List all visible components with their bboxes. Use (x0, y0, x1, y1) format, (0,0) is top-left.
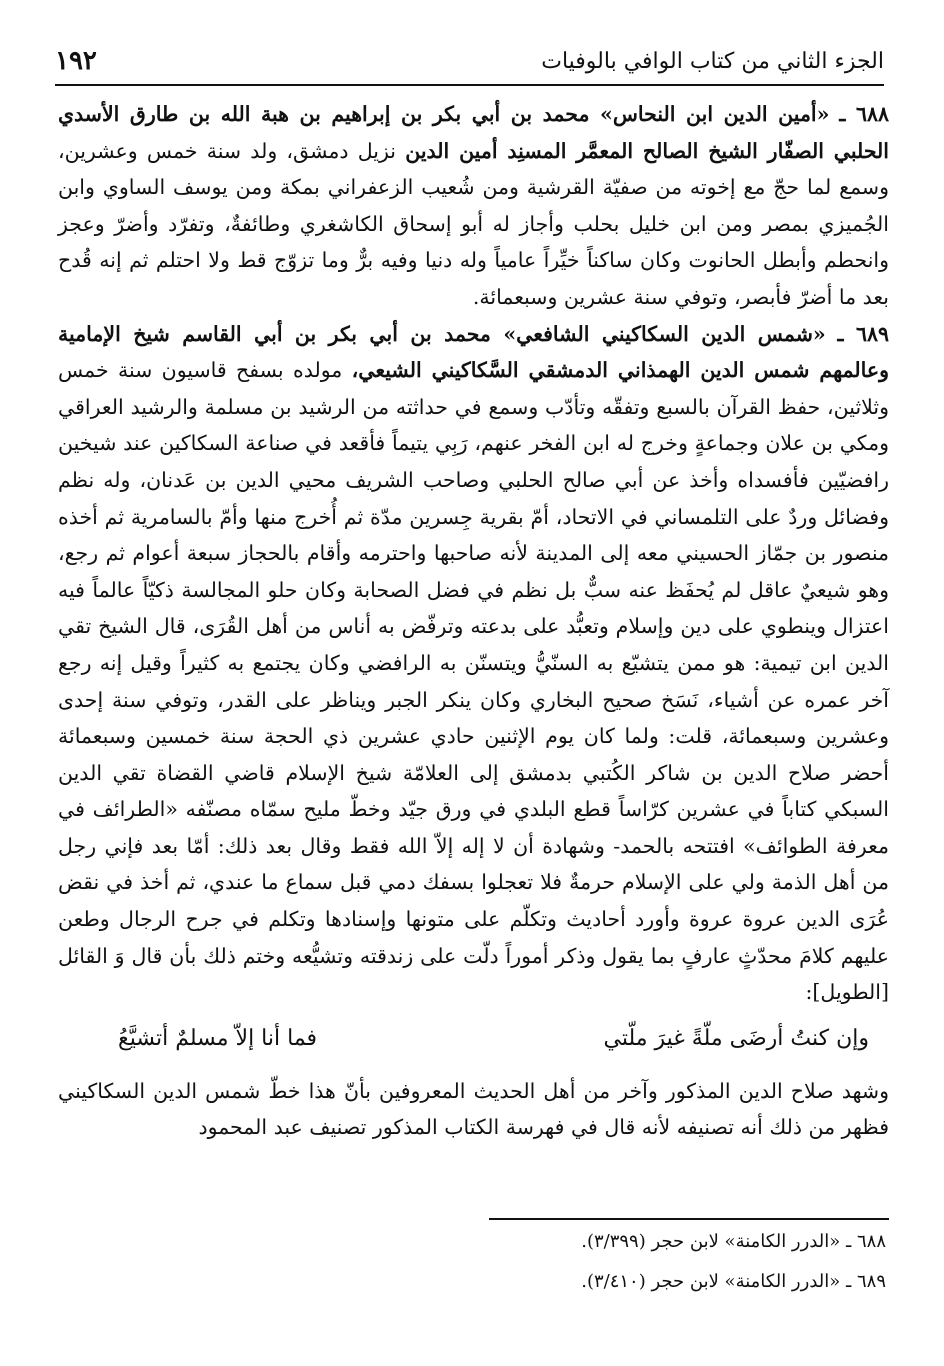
footnote-688: ٦٨٨ ـ «الدرر الكامنة» لابن حجر (٣/٣٩٩). (581, 1231, 886, 1252)
entry-title: «أمين الدين ابن النحاس» محمد بن أبي بكر بن إبراهيم بن هبة الله بن طارق الأسدي الحلبي الصفّار الشيخ الصالح المعمَّر المسنِد أمين الدين (58, 102, 889, 163)
entry-body: مولده بسفح قاسيون سنة خمس وثلاثين، حفظ القرآن بالسبع وتفقّه وتأدّب وسمع في حداثته من الرشيد بن مسلمة والرشيد العراقي ومكي بن علان وجماعةٍ وخرج له ابن الفخر عنهم، رَبِي يتيماً فأقعد في صناعة السكاكين عند شيخين رافضيّين فأفسداه وأخذ عن أبي صالح الحلبي وصاحب الشريف محيي الدين بن عَدنان، وله نظم وفضائل وردٌ على التلمساني في الاتحاد، أمّ بقرية جِسرين مدّة ثم أُخرج منها وأمّ بالسامرية ثم أخذه منصور بن جمّاز الحسيني معه إلى المدينة لأنه صاحبها واحترمه وأقام بالحجاز سبعة أعوام ثم رجع، وهو شيعيٌ عاقل لم يُحفَظ عنه سبٌّ بل نظم في فضل الصحابة وكان حلو المجالسة ذكيّاً عالماً فيه اعتزال وينطوي على دين وإسلام وتعبُّد على بدعته وترفّض به أناس من أهل القُرَى، قال الشيخ تقي الدين ابن تيمية: هو ممن يتشيّع به السنّيُّ ويتسنّن به الرافضي وكان يجتمع به كثيراً وقيل إنه رجع آخر عمره عن أشياء، نَسَخ صحيح البخاري وكان ينكر الجبر ويناظر على القدر، وتوفي سنة إحدى وعشرين وسبعمائة، قلت: ولما كان يوم الإثنين حادي عشرين ذي الحجة سنة خمسين وسبعمائة أحضر صلاح الدين بن شاكر الكُتبي بدمشق إلى العلامّة شيخ الإسلام قاضي القضاة تقي الدين السبكي كتاباً في عشرين كرّاساً قطع البلدي في ورق جيّد وخطّ مليح سمّاه مصنّفه «الطرائف في معرفة الطوائف» افتتحه بالحمد- وشهادة أن لا إله إلاّ الله فقط وقال بعد ذلك: أمّا بعد فإني رجل من أهل الذمة ولي على الإسلام حرمةٌ فلا تعجلوا بسفك دمي قبل سماع ما عندي، ثم أخذ في نقض عُرَى الدين عروة عروة وأورد أحاديث وتكلّم على متونها وإسنادها وتكلم في جرح الرجال وطعن عليهم كلامَ محدّثٍ عارفٍ بما يقول وذكر أموراً دلّت على زندقته وتشيُّعه وختم ذلك بأن قال وَ القائل [الطويل]: (58, 358, 889, 1005)
entry-688 (58, 96, 889, 316)
footnote-689: ٦٨٩ ـ «الدرر الكامنة» لابن حجر (٣/٤١٠). (581, 1271, 886, 1292)
entry-number: ٦٨٩ ـ (837, 321, 889, 346)
poetry-verse (58, 1011, 889, 1073)
page-number: ١٩٢ (55, 46, 97, 76)
verse-second-hemistich: فما أنا إلاّ مسلمٌ أتشيَّعُ (118, 1025, 318, 1051)
entry-title: «شمس الدين السكاكيني الشافعي» محمد بن أبي بكر بن أبي القاسم شيخ الإمامية وعالمهم شمس الدين الهمذاني الدمشقي السَّكاكيني الشيعي، (58, 321, 889, 383)
page-header (55, 38, 884, 84)
entry-number: ٦٨٨ ـ (839, 102, 889, 126)
header-divider (55, 84, 884, 86)
verse-first-hemistich: وإن كنتُ أرضَى ملّةً غيرَ ملّتي (603, 1025, 869, 1051)
footnote-divider (489, 1218, 889, 1220)
footnotes (300, 1222, 886, 1302)
closing-paragraph: وشهد صلاح الدين المذكور وآخر من أهل الحديث المعروفين بأنّ هذا خطّ شمس الدين السكاكيني فظهر من ذلك أنه تصنيفه لأنه قال في فهرسة الكتاب المذكور تصنيف عبد المحمود (58, 1078, 889, 1140)
entry-689 (58, 316, 889, 1011)
running-title: الجزء الثاني من كتاب الوافي بالوفيات (541, 48, 884, 74)
entry-body: نزيل دمشق، ولد سنة خمس وعشرين، وسمع لما حجّ مع إخوته من صفيّة القرشية ومن شُعيب الزعفراني بمكة ومن يوسف الساوي وابن الجُميزي بمصر ومن ابن خليل بحلب وأجاز له أبو إسحاق الكاشغري وطائفةٌ، وتفرّد وأضرّ وعجز وانحطم وأبطل الحانوت وكان ساكناً خيِّراً عامياً وله دنيا وفيه برٌّ وما تزوّج قط ولا احتلم ثم إنه قُدح بعد ما أضرّ فأبصر، وتوفي سنة عشرين وسبعمائة. (58, 138, 889, 309)
page-body (58, 96, 889, 1146)
